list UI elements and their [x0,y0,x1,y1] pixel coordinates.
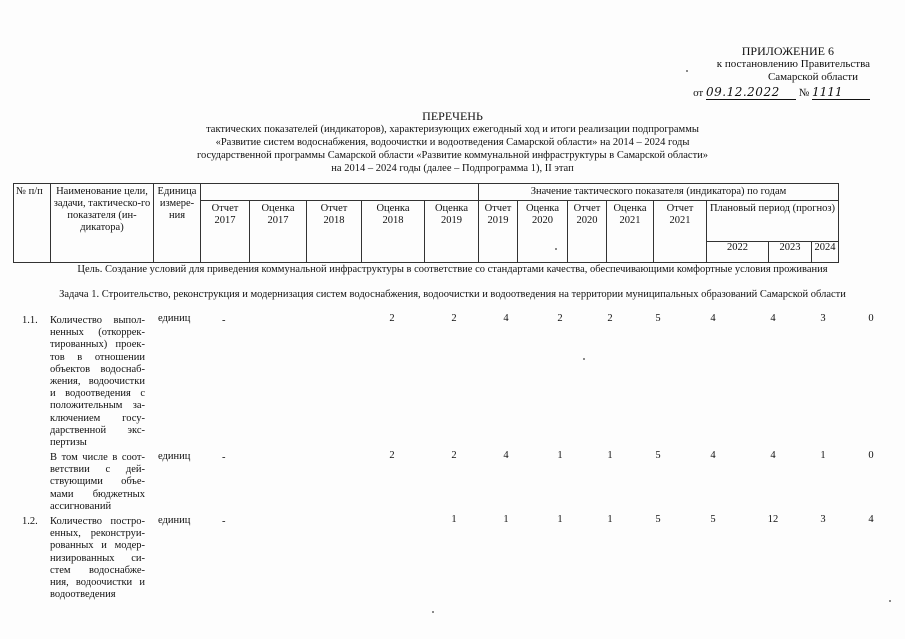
row-dash: - [222,516,226,527]
heading-title: ПЕРЕЧЕНЬ [422,109,483,123]
decree-number: 1111 [812,86,870,100]
scan-speck [432,611,434,613]
value-group-header: Значение тактического показателя (индикатора) по годам [479,184,839,201]
row-value: 12 [767,514,779,525]
appendix-line1: к постановлению Правительства [716,58,870,70]
scan-speck [583,358,585,360]
row-value: 1 [820,450,826,461]
row-value: 2 [557,313,563,324]
number-prefix: № [798,87,810,99]
appendix-line2: Самарской области [767,71,858,83]
row-unit: единиц [158,515,191,526]
planned-year: 2022 [707,242,769,263]
row-value: 2 [389,313,395,324]
row-unit: единиц [158,451,191,462]
col-num-header: № п/п [14,184,51,263]
scan-speck [686,70,688,72]
row-value: 1 [607,514,613,525]
row-dash: - [222,315,226,326]
row-value: 4 [710,313,716,324]
row-unit: единиц [158,313,191,324]
goal-text: Цель. Создание условий для приведения коммунальной инфраструктуры в соответствие со стандартами качества, обеспечивающими комфортные условия проживания [77,264,828,275]
row-value: 5 [655,514,661,525]
row-value: 4 [503,313,509,324]
decree-date: 09.12.2022 [706,86,796,100]
planned-period-header: Плановый период (прогноз) [707,201,839,242]
row-value: 3 [820,514,826,525]
col-header: Оценка 2021 [607,201,654,263]
row-value: 1 [451,514,457,525]
row-value: 4 [710,450,716,461]
row-value: 0 [868,313,874,324]
col-header: Отчет 2018 [307,201,362,263]
row-value: 1 [503,514,509,525]
row-name: Количество постро-енных, реконструи-рованных и модер-низированных си-стем водоснабже-ния, водоочистки и водоотведения [50,516,145,601]
row-value: 1 [557,514,563,525]
planned-year: 2024 [812,242,839,263]
col-header: Отчет 2021 [654,201,707,263]
col-header: Отчет 2019 [479,201,518,263]
row-number: 1.2. [22,516,38,527]
task-text: Задача 1. Строительство, реконструкция и модернизация систем водоснабжения, водоочистки и водоотведения на территории муниципальных образований Самарской области [59,289,846,300]
row-value: 5 [710,514,716,525]
heading-line1: тактических показателей (индикаторов), характеризующих ежегодный ход и итоги реализации подпрограммы [206,124,699,135]
scan-speck [889,600,891,602]
row-value: 2 [451,313,457,324]
appendix-title: ПРИЛОЖЕНИЕ 6 [741,44,834,58]
heading-line4: на 2014 – 2024 годы (далее – Подпрограмма 1), II этап [331,163,574,174]
appendix-date-line [600,86,870,100]
row-name: Количество выпол-ненных (откоррек-тированных) проек-тов в отношении объектов водоснаб-жения, водоочистки и водоотведения с положительным за-ключением госу-дарственной экс-пертизы [50,315,145,449]
scan-speck [555,248,557,250]
heading-line2: «Развитие систем водоснабжения, водоочистки и водоотведения Самарской области» на 2014 – 2024 годы [215,137,690,148]
row-value: 4 [868,514,874,525]
appendix-block [600,45,870,100]
planned-year: 2023 [769,242,812,263]
row-value: 0 [868,450,874,461]
row-value: 4 [770,313,776,324]
row-value: 5 [655,450,661,461]
row-value: 2 [451,450,457,461]
document-heading [0,110,905,175]
from-prefix: от [693,87,704,99]
indicators-table-header [13,183,839,263]
col-name-header: Наименование цели, задачи, тактическо-го показателя (ин-дикатора) [51,184,154,263]
heading-line3: государственной программы Самарской области «Развитие коммунальной инфраструктуры в Самарской области» [196,150,709,161]
col-header: Отчет 2017 [201,201,250,263]
col-header: Оценка 2019 [425,201,479,263]
col-header: Отчет 2020 [568,201,607,263]
row-value: 5 [655,313,661,324]
row-value: 3 [820,313,826,324]
row-value: 2 [607,313,613,324]
row-value: 1 [607,450,613,461]
col-header: Оценка 2017 [250,201,307,263]
row-value: 4 [770,450,776,461]
row-number: 1.1. [22,315,38,326]
row-dash: - [222,452,226,463]
col-unit-header: Единица измере-ния [154,184,201,263]
header-blank [201,184,479,201]
row-value: 2 [389,450,395,461]
row-value: 4 [503,450,509,461]
row-value: 1 [557,450,563,461]
col-header: Оценка 2018 [362,201,425,263]
row-name: В том числе в соот-ветствии с дей-ствующими объе-мами бюджетных ассигнований [50,452,145,512]
col-header: Оценка 2020 [518,201,568,263]
